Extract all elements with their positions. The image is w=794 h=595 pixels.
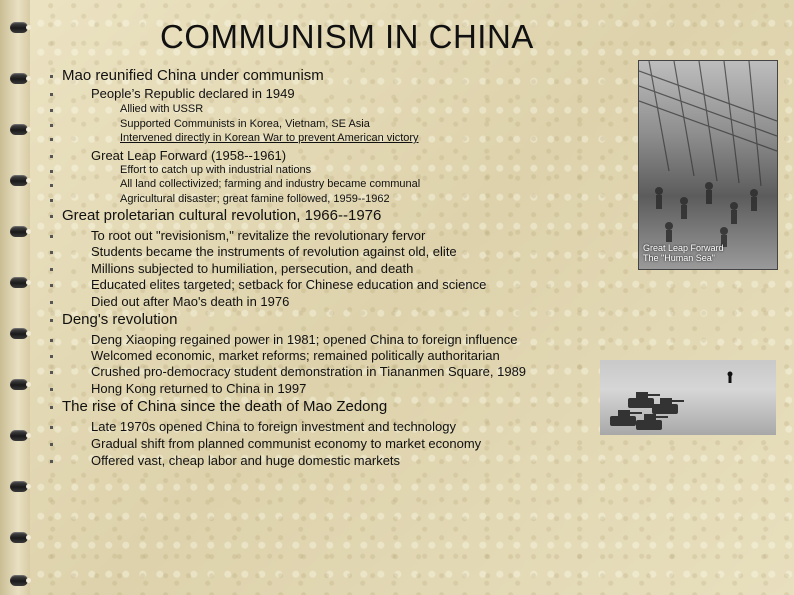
binder-ring (10, 328, 28, 339)
outline-item: To root out "revisionism," revitalize the revolutionary fervor (91, 228, 425, 243)
outline-item: Mao reunified China under communism (62, 67, 324, 84)
outline-item: Deng's revolution (62, 311, 177, 328)
outline-item: Supported Communists in Korea, Vietnam, SE Asia (120, 118, 370, 130)
outline-item: Hong Kong returned to China in 1997 (91, 381, 306, 396)
outline-item: Allied with USSR (120, 103, 203, 115)
binder-ring (10, 73, 28, 84)
outline-item: Great Leap Forward (1958--1961) (91, 148, 286, 163)
outline-item: Effort to catch up with industrial nations (120, 164, 311, 176)
binder-ring (10, 575, 28, 586)
binder-ring (10, 226, 28, 237)
tiananmen-tank-photo (600, 360, 776, 435)
tank-column-icon (600, 360, 776, 435)
outline-item: People’s Republic declared in 1949 (91, 86, 295, 101)
outline-item: Agricultural disaster; great famine followed, 1959--1962 (120, 193, 390, 205)
binder-ring (10, 481, 28, 492)
slide-title: COMMUNISM IN CHINA (160, 18, 534, 55)
binder-ring (10, 532, 28, 543)
outline-item: Millions subjected to humiliation, persecution, and death (91, 261, 413, 276)
outline-item: Students became the instruments of revolution against old, elite (91, 244, 457, 259)
outline-item: Deng Xiaoping regained power in 1981; opened China to foreign influence (91, 332, 517, 347)
binder-ring (10, 277, 28, 288)
great-leap-forward-photo (638, 60, 778, 270)
binder-ring (10, 430, 28, 441)
binder-strip (0, 0, 30, 595)
photo-caption-line: The "Human Sea" (643, 253, 715, 263)
outline-item: Welcomed economic, market reforms; remained politically authoritarian (91, 348, 500, 363)
photo-caption-line: Great Leap Forward (643, 243, 724, 253)
photo-scene-icon (639, 61, 777, 269)
outline-item: Offered vast, cheap labor and huge domestic markets (91, 453, 400, 468)
outline-item: Educated elites targeted; setback for Chinese education and science (91, 277, 486, 292)
binder-ring (10, 124, 28, 135)
outline-item: Gradual shift from planned communist economy to market economy (91, 436, 481, 451)
outline-item: All land collectivized; farming and industry became communal (120, 178, 420, 190)
photo-caption (643, 243, 773, 263)
outline-item: Late 1970s opened China to foreign investment and technology (91, 419, 456, 434)
binder-ring (10, 22, 28, 33)
outline-item: Died out after Mao's death in 1976 (91, 294, 289, 309)
outline-item: Intervened directly in Korean War to prevent American victory (120, 132, 419, 144)
outline-item: Crushed pro-democracy student demonstration in Tiananmen Square, 1989 (91, 364, 526, 379)
outline-item: The rise of China since the death of Mao Zedong (62, 398, 387, 415)
outline-item: Great proletarian cultural revolution, 1966--1976 (62, 207, 381, 224)
binder-ring (10, 175, 28, 186)
binder-ring (10, 379, 28, 390)
